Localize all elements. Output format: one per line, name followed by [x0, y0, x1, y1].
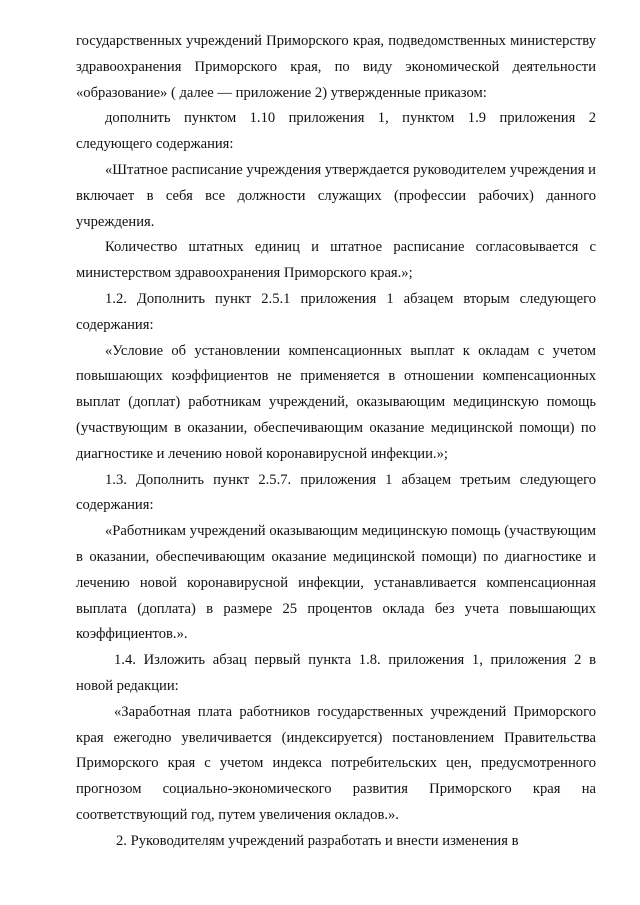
paragraph-item-1-4: 1.4. Изложить абзац первый пункта 1.8. приложения 1, приложения 2 в новой редакции: — [76, 652, 596, 694]
paragraph-item-2: 2. Руководителям учреждений разработать и внести изменения в — [116, 832, 519, 849]
paragraph-item-1-2: 1.2. Дополнить пункт 2.5.1 приложения 1 абзацем вторым следующего содержания: — [76, 290, 596, 333]
paragraph-continuation: государственных учреждений Приморского края, подведомственных министерству здравоохранения Приморского края, по виду экономической деятельности «образование» ( далее — приложение 2) утвержденные приказом: — [76, 33, 596, 101]
paragraph-staff-count: Количество штатных единиц и штатное расписание согласовывается с министерством здравоохранения Приморского края.»; — [76, 239, 596, 282]
paragraph-item-1-3: 1.3. Дополнить пункт 2.5.7. приложения 1 абзацем третьим следующего содержания: — [76, 471, 596, 514]
paragraph-quote-compensation: «Условие об установлении компенсационных выплат к окладам с учетом повышающих коэффициентов не применяется в отношении компенсационных выплат (доплат) работникам учреждений, оказывающим медицинскую помощь (участвующим в оказании, обеспечивающим оказание медицинской помощи) по диагностике и лечению новой коронавирусной инфекции.»; — [76, 342, 596, 462]
paragraph-quote-salary: «Заработная плата работников государственных учреждений Приморского края ежегодно увеличивается (индексируется) постановлением Правительства Приморского края с учетом индекса потребительских цен, предусмотренного прогнозом социально-экономического развития Приморского края на соответствующий год, путем увеличения окладов.». — [76, 703, 596, 823]
paragraph-amend-1-10: дополнить пунктом 1.10 приложения 1, пунктом 1.9 приложения 2 следующего содержания: — [76, 110, 596, 153]
document-page — [76, 29, 596, 855]
paragraph-quote-staffing: «Штатное расписание учреждения утверждается руководителем учреждения и включает в себя все должности служащих (профессии рабочих) данного учреждения. — [76, 161, 596, 230]
paragraph-quote-workers: «Работникам учреждений оказывающим медицинскую помощь (участвующим в оказании, обеспечивающим оказание медицинской помощи) по диагностике и лечению новой коронавирусной инфекции, устанавливается компенсационная выплата (доплата) в размере 25 процентов оклада без учета повышающих коэффициентов.». — [76, 523, 596, 643]
